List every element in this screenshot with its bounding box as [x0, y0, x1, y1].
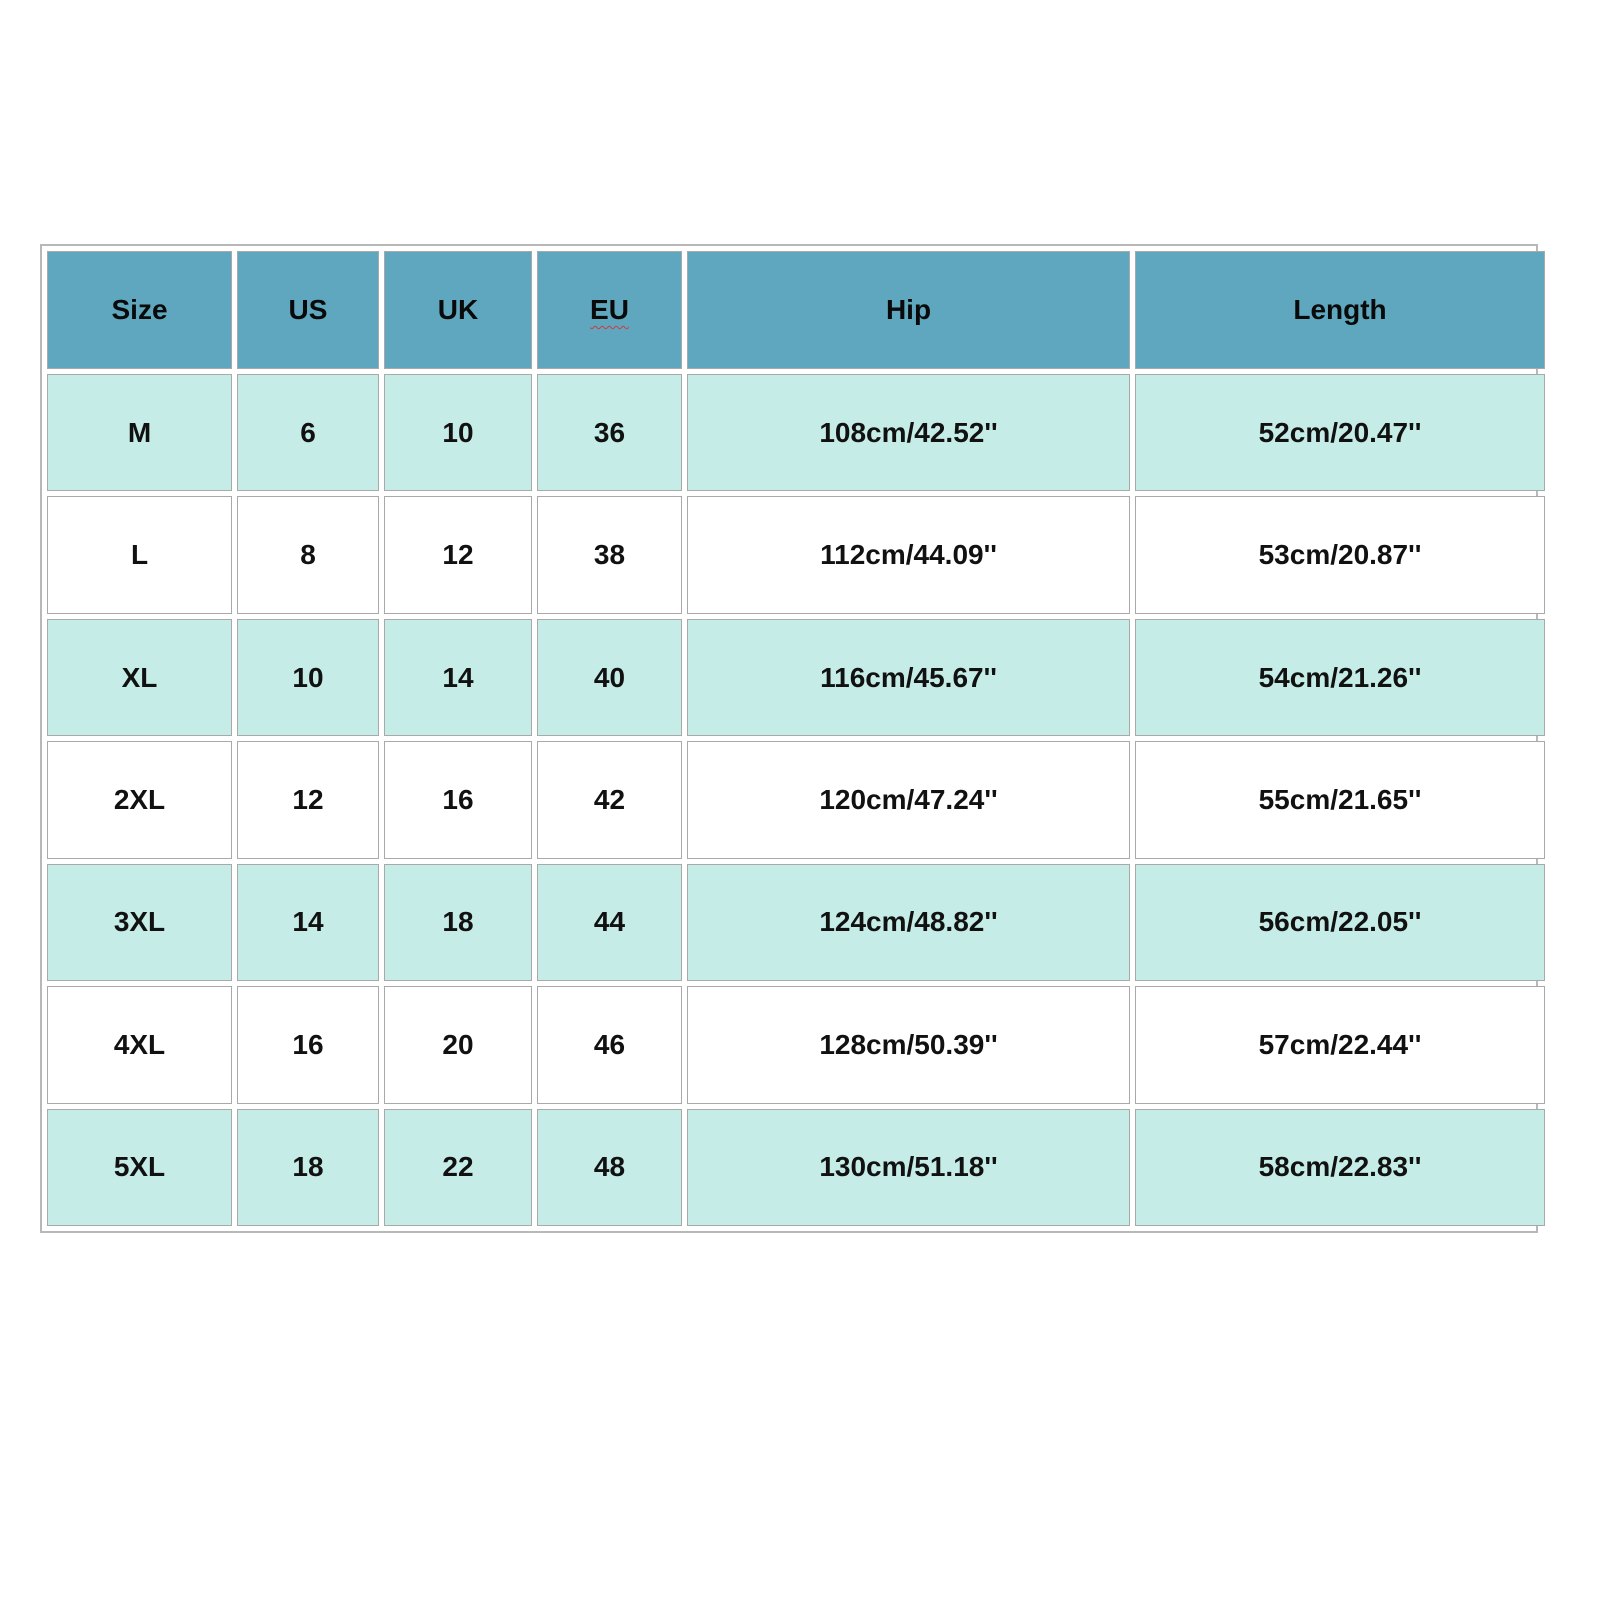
cell-size: 4XL: [47, 986, 232, 1103]
cell-uk: 10: [384, 374, 532, 491]
header-us: US: [237, 251, 379, 369]
cell-length: 55cm/21.65'': [1135, 741, 1545, 858]
cell-size: M: [47, 374, 232, 491]
table-row: [47, 1109, 1545, 1226]
header-uk: UK: [384, 251, 532, 369]
size-chart-table: [42, 246, 1550, 1231]
cell-hip: 112cm/44.09'': [687, 496, 1130, 613]
cell-uk: 12: [384, 496, 532, 613]
cell-eu: 40: [537, 619, 682, 736]
cell-us: 8: [237, 496, 379, 613]
cell-length: 58cm/22.83'': [1135, 1109, 1545, 1226]
cell-size: L: [47, 496, 232, 613]
cell-uk: 18: [384, 864, 532, 981]
cell-uk: 20: [384, 986, 532, 1103]
cell-us: 18: [237, 1109, 379, 1226]
cell-eu: 44: [537, 864, 682, 981]
cell-us: 14: [237, 864, 379, 981]
cell-uk: 16: [384, 741, 532, 858]
table-row: [47, 864, 1545, 981]
cell-uk: 14: [384, 619, 532, 736]
cell-size: 2XL: [47, 741, 232, 858]
header-size: Size: [47, 251, 232, 369]
cell-size: 3XL: [47, 864, 232, 981]
cell-hip: 130cm/51.18'': [687, 1109, 1130, 1226]
cell-us: 6: [237, 374, 379, 491]
header-row: [47, 251, 1545, 369]
cell-us: 12: [237, 741, 379, 858]
cell-us: 10: [237, 619, 379, 736]
header-hip: Hip: [687, 251, 1130, 369]
cell-hip: 116cm/45.67'': [687, 619, 1130, 736]
table-row: [47, 986, 1545, 1103]
cell-length: 57cm/22.44'': [1135, 986, 1545, 1103]
table-row: [47, 496, 1545, 613]
cell-eu: 42: [537, 741, 682, 858]
cell-length: 53cm/20.87'': [1135, 496, 1545, 613]
cell-us: 16: [237, 986, 379, 1103]
cell-hip: 124cm/48.82'': [687, 864, 1130, 981]
table-row: [47, 741, 1545, 858]
header-eu-label: EU: [590, 294, 629, 325]
cell-hip: 120cm/47.24'': [687, 741, 1130, 858]
cell-length: 54cm/21.26'': [1135, 619, 1545, 736]
size-chart-container: [40, 244, 1538, 1233]
cell-uk: 22: [384, 1109, 532, 1226]
header-eu: [537, 251, 682, 369]
cell-length: 52cm/20.47'': [1135, 374, 1545, 491]
cell-eu: 38: [537, 496, 682, 613]
table-row: [47, 619, 1545, 736]
cell-hip: 108cm/42.52'': [687, 374, 1130, 491]
cell-eu: 36: [537, 374, 682, 491]
cell-eu: 48: [537, 1109, 682, 1226]
cell-hip: 128cm/50.39'': [687, 986, 1130, 1103]
table-row: [47, 374, 1545, 491]
header-length: Length: [1135, 251, 1545, 369]
cell-length: 56cm/22.05'': [1135, 864, 1545, 981]
cell-size: 5XL: [47, 1109, 232, 1226]
cell-size: XL: [47, 619, 232, 736]
cell-eu: 46: [537, 986, 682, 1103]
